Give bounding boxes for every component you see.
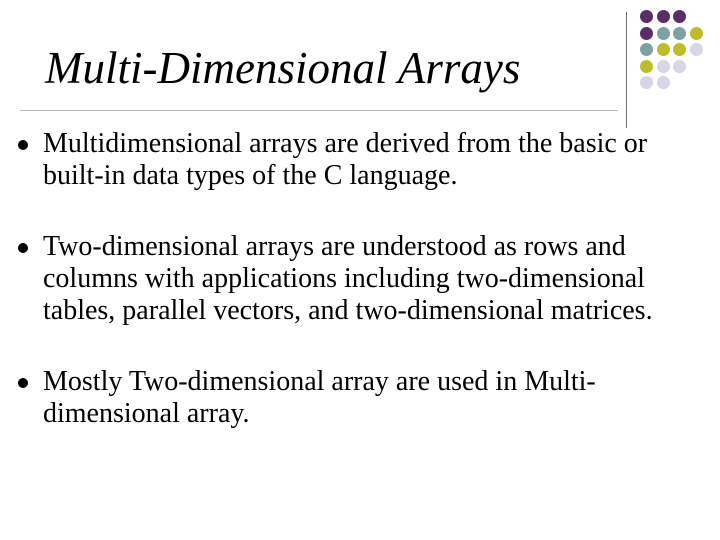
slide-title: Multi-Dimensional Arrays bbox=[45, 43, 521, 93]
bullet-dot-icon bbox=[18, 243, 28, 253]
bullet-item bbox=[18, 231, 658, 327]
decorative-dot bbox=[657, 60, 670, 73]
decorative-dot bbox=[640, 60, 653, 73]
decorative-dot bbox=[657, 27, 670, 40]
decorative-dot bbox=[640, 10, 653, 23]
decorative-dot bbox=[657, 43, 670, 56]
decorative-dot bbox=[690, 27, 703, 40]
decorative-divider bbox=[626, 12, 627, 128]
title-underline bbox=[20, 110, 618, 111]
decorative-dot bbox=[673, 43, 686, 56]
decorative-dot bbox=[673, 10, 686, 23]
bullet-text: Two-dimensional arrays are understood as rows and columns with applications including two-dimensional tables, parallel vectors, and two-dimensional matrices. bbox=[43, 231, 653, 326]
bullet-text: Multidimensional arrays are derived from the basic or built-in data types of the C language. bbox=[43, 128, 648, 191]
bullet-item bbox=[18, 128, 658, 192]
decorative-dot bbox=[673, 60, 686, 73]
decorative-dot bbox=[640, 43, 653, 56]
decorative-dot bbox=[657, 10, 670, 23]
bullet-item bbox=[18, 366, 658, 430]
decorative-dot bbox=[640, 27, 653, 40]
decorative-dot bbox=[640, 76, 653, 89]
bullet-text: Mostly Two-dimensional array are used in Multi-dimensional array. bbox=[43, 366, 596, 429]
decorative-dot bbox=[673, 27, 686, 40]
bullet-dot-icon bbox=[18, 378, 28, 388]
bullet-list bbox=[18, 128, 658, 430]
decorative-dot bbox=[657, 76, 670, 89]
decorative-dot bbox=[690, 43, 703, 56]
dot-pattern bbox=[640, 10, 720, 122]
bullet-dot-icon bbox=[18, 140, 28, 150]
